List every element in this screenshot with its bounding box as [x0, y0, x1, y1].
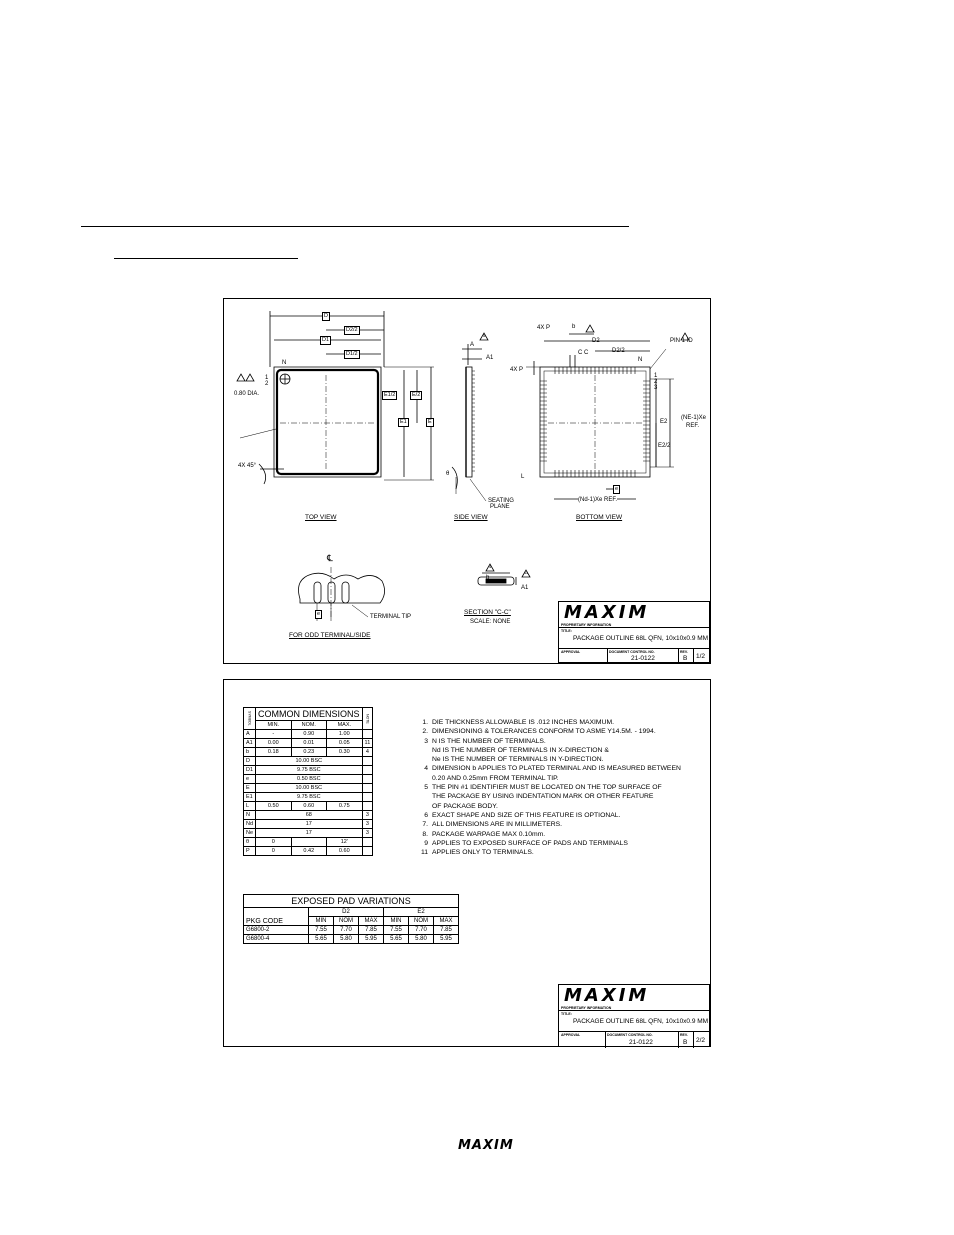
side-a1-label: A1	[486, 355, 494, 361]
dim-max: 12'	[327, 838, 363, 847]
dim-min: 0	[256, 847, 292, 856]
exposed-pad-title: EXPOSED PAD VARIATIONS	[244, 895, 459, 908]
exposed-pad-value: 7.70	[334, 926, 359, 935]
dim-min: 0.18	[256, 748, 292, 757]
bottom-cc-label: C C	[578, 350, 589, 356]
centerline-label: ℄	[327, 553, 333, 563]
dim-max: 0.30	[327, 748, 363, 757]
dim-note	[362, 730, 373, 739]
dim-nom: 0.42	[291, 847, 327, 856]
exposed-pad-value: 7.85	[359, 926, 384, 935]
dim-nom: 0.60	[291, 802, 327, 811]
note-number: 7.	[422, 821, 428, 829]
section-scale-label: SCALE: NONE	[470, 619, 511, 625]
proprietary-label: PROPRIETARY INFORMATION	[561, 623, 612, 627]
dim-note: 3	[362, 820, 373, 829]
seating-plane-label-2: PLANE	[490, 504, 510, 510]
proprietary-label: PROPRIETARY INFORMATION	[561, 1006, 612, 1010]
bottom-ne-label: (NE-1)Xe	[681, 415, 707, 421]
dim-symbol: N	[244, 811, 256, 820]
exposed-pad-value: 5.65	[309, 935, 334, 944]
dim-min: 0.00	[256, 739, 292, 748]
dim-d1-label: D1	[322, 337, 330, 343]
bottom-l-label: L	[521, 474, 525, 480]
dim-bsc-value: 9.75 BSC	[256, 766, 363, 775]
exposed-pad-value: 5.95	[359, 935, 384, 944]
dia-label: 0.80 DIA.	[234, 391, 260, 397]
dim-min: 0	[256, 838, 292, 847]
dim-note	[362, 838, 373, 847]
dim-symbol: Ne	[244, 829, 256, 838]
hdr-max: MAX.	[327, 721, 363, 730]
note-line	[414, 755, 681, 764]
symbol-header: SYMBOL	[244, 708, 256, 730]
common-dims-row	[244, 757, 373, 766]
dim-symbol: Nd	[244, 820, 256, 829]
dim-symbol: θ	[244, 838, 256, 847]
general-notes	[414, 718, 681, 857]
note-number: 3	[424, 737, 428, 745]
dim-note: 3	[362, 811, 373, 820]
doc-control-number: 21-0122	[631, 655, 655, 662]
note-line	[414, 830, 681, 839]
bottom-n-label: N	[638, 357, 643, 363]
note-text: N IS THE NUMBER OF TERMINALS.	[432, 737, 546, 745]
dim-note: 11	[362, 739, 373, 748]
bottom-d2-half-label: D2/2	[612, 348, 625, 354]
dim-note	[362, 847, 373, 856]
common-dims-row	[244, 811, 373, 820]
dim-e-label: E	[428, 419, 432, 425]
dim-max: 0.05	[327, 739, 363, 748]
note-line	[414, 802, 681, 811]
bottom-one-label: 1	[654, 373, 658, 379]
drawing-title: PACKAGE OUTLINE 68L QFN, 10x10x0.9 MM	[573, 635, 709, 642]
note-number: 6	[424, 811, 428, 819]
note-text: PACKAGE WARPAGE MAX 0.10mm.	[432, 830, 546, 838]
footer-maxim-logo: MAXIM	[458, 1138, 514, 1153]
dim-symbol: E1	[244, 793, 256, 802]
bottom-e-label: e	[615, 486, 619, 492]
common-dims-row	[244, 784, 373, 793]
bottom-4xp-side-label: 4X P	[510, 367, 524, 373]
dim-nom: 0.23	[291, 748, 327, 757]
common-dims-body	[244, 730, 373, 856]
note-number: 9	[424, 839, 428, 847]
pkg-code: G6800-2	[244, 926, 309, 935]
approval-label: APPROVAL	[561, 650, 581, 654]
dim-bsc-value: 9.75 BSC	[256, 793, 363, 802]
common-dims-row	[244, 838, 373, 847]
side-a-label: A	[470, 342, 475, 348]
note-line	[414, 727, 681, 736]
dim-note: 4	[362, 748, 373, 757]
rev-value: B	[683, 1039, 688, 1046]
section-note-eleven: 11	[524, 570, 529, 575]
exposed-sub-header: MAX	[434, 917, 459, 926]
dim-note	[362, 793, 373, 802]
exposed-pad-table	[243, 894, 459, 944]
note-number: 4	[424, 765, 428, 773]
dim-max: 1.00	[327, 730, 363, 739]
dim-symbol: e	[244, 775, 256, 784]
e2-group-header: E2	[384, 908, 459, 917]
exposed-pad-value: 5.95	[434, 935, 459, 944]
dim-nom: 0.90	[291, 730, 327, 739]
note-line	[414, 783, 681, 792]
dim-d-half-label: D2/2	[346, 327, 358, 333]
note-line	[414, 811, 681, 820]
doc-control-number: 21-0122	[629, 1039, 653, 1046]
rev-label: REV.	[680, 1033, 688, 1037]
exposed-sub-header: MIN	[384, 917, 409, 926]
dim-min: -	[256, 730, 292, 739]
title-label: TITLE:	[561, 629, 572, 633]
note-text: APPLIES ONLY TO TERMINALS.	[432, 849, 534, 857]
common-dimensions-table	[243, 707, 373, 856]
dim-bsc-value: 17	[256, 820, 363, 829]
bottom-nd-label: (Nd-1)Xe REF.	[578, 497, 618, 503]
note-number: 8.	[422, 830, 428, 838]
section-caption: SECTION "C-C"	[464, 609, 511, 616]
top-view-caption: TOP VIEW	[305, 514, 337, 521]
note-number: 2.	[422, 728, 428, 736]
drawing-sheet-2	[223, 679, 711, 1047]
bottom-d2-label: D2	[592, 338, 600, 344]
dim-nom: 0.01	[291, 739, 327, 748]
section-b-label: b	[486, 575, 490, 581]
note-text: THE PACKAGE BY USING INDENTATION MARK OR OTHER FEATURE	[432, 793, 654, 801]
common-dims-row	[244, 730, 373, 739]
exposed-pad-row	[244, 935, 459, 944]
note-text: EXACT SHAPE AND SIZE OF THIS FEATURE IS OPTIONAL.	[432, 811, 621, 819]
exposed-pad-body	[244, 926, 459, 944]
pkg-code: G6800-4	[244, 935, 309, 944]
dim-e1-half-label: E1/2	[384, 392, 396, 398]
dim-bsc-value: 10.00 BSC	[256, 757, 363, 766]
section-a1-label: A1	[521, 585, 529, 591]
bottom-three-label: 3	[654, 385, 658, 391]
note-text: THE PIN #1 IDENTIFIER MUST BE LOCATED ON THE TOP SURFACE OF	[432, 784, 662, 792]
dim-bsc-value: 68	[256, 811, 363, 820]
chamfer-label: 4X 45°	[238, 463, 257, 469]
maxim-logo: MAXIM	[564, 985, 650, 1006]
dim-bsc-value: 17	[256, 829, 363, 838]
note-number: 11	[420, 849, 428, 857]
title-label: TITLE:	[561, 1012, 572, 1016]
note-text: OF PACKAGE BODY.	[432, 802, 498, 810]
note-text: ALL DIMENSIONS ARE IN MILLIMETERS.	[432, 821, 563, 829]
drawing-sheet-1	[223, 298, 711, 664]
dim-bsc-value: 10.00 BSC	[256, 784, 363, 793]
note-line	[414, 848, 681, 857]
note-line	[414, 737, 681, 746]
note-text: DIMENSIONING & TOLERANCES CONFORM TO ASME Y14.5M. - 1994.	[432, 728, 656, 736]
note-text: 0.20 AND 0.25mm FROM TERMINAL TIP.	[432, 774, 559, 782]
odd-e-label: e	[317, 611, 321, 617]
d2-group-header: D2	[309, 908, 384, 917]
dim-note	[362, 775, 373, 784]
exposed-pad-value: 5.80	[409, 935, 434, 944]
hdr-nom: NOM.	[291, 721, 327, 730]
note-line	[414, 774, 681, 783]
dim-min: 0.50	[256, 802, 292, 811]
dim-note	[362, 766, 373, 775]
odd-terminal-caption: FOR ODD TERMINAL/SIDE	[289, 632, 371, 639]
note-header: NOTE	[362, 708, 373, 730]
maxim-logo: MAXIM	[564, 602, 650, 623]
dim-e-half-label: E/2	[412, 392, 421, 398]
dim-symbol: L	[244, 802, 256, 811]
drawing-title: PACKAGE OUTLINE 68L QFN, 10x10x0.9 MM	[573, 1018, 709, 1025]
dim-bsc-value: 0.50 BSC	[256, 775, 363, 784]
dim-e1-label: E1	[400, 419, 407, 425]
dim-symbol: A1	[244, 739, 256, 748]
exposed-pad-value: 5.65	[384, 935, 409, 944]
side-note-five: 5	[483, 333, 486, 338]
common-dims-row	[244, 802, 373, 811]
dim-symbol: P	[244, 847, 256, 856]
bottom-e2-label: E2	[660, 419, 668, 425]
bottom-view-caption: BOTTOM VIEW	[576, 514, 623, 521]
exposed-pad-value: 7.55	[309, 926, 334, 935]
exposed-pad-row	[244, 926, 459, 935]
rev-label: REV.	[680, 650, 688, 654]
note-line	[414, 820, 681, 829]
dim-d-label: D	[324, 313, 328, 319]
note-line	[414, 839, 681, 848]
terminal-tip-label: TERMINAL TIP	[370, 614, 412, 620]
dim-nom	[291, 838, 327, 847]
sheet-number: 1/2	[696, 653, 706, 660]
note-number: 1.	[422, 719, 428, 726]
hdr-min: MIN.	[256, 721, 292, 730]
note-text: DIMENSION b APPLIES TO PLATED TERMINAL AND IS MEASURED BETWEEN	[432, 765, 681, 773]
sheet-number: 2/2	[696, 1037, 706, 1044]
bottom-two-label: 2	[654, 379, 658, 385]
header-rule-short	[114, 258, 298, 259]
rev-value: B	[683, 655, 688, 662]
note-line	[414, 764, 681, 773]
bottom-b-label: b	[572, 324, 576, 330]
pin1-id-label: PIN 1 ID	[670, 338, 693, 344]
dim-note	[362, 757, 373, 766]
common-dims-row	[244, 739, 373, 748]
common-dims-row	[244, 748, 373, 757]
dim-symbol: A	[244, 730, 256, 739]
bottom-e2-half-label: E2/2	[658, 443, 671, 449]
pin-one-label: 1	[265, 375, 269, 381]
dim-symbol: D1	[244, 766, 256, 775]
exposed-pad-value: 7.55	[384, 926, 409, 935]
note-line	[414, 746, 681, 755]
common-dims-row	[244, 793, 373, 802]
dim-note: 3	[362, 829, 373, 838]
dim-symbol: D	[244, 757, 256, 766]
dim-note	[362, 802, 373, 811]
note-text: DIE THICKNESS ALLOWABLE IS .012 INCHES MAXIMUM.	[432, 719, 615, 726]
common-dims-row	[244, 847, 373, 856]
dim-d1-half-label: D1/2	[346, 351, 358, 357]
dim-max: 0.60	[327, 847, 363, 856]
side-view-caption: SIDE VIEW	[454, 514, 488, 521]
top-n-label: N	[282, 360, 287, 366]
note-number: 5	[424, 784, 428, 792]
bottom-4xp-top-label: 4X P	[537, 325, 551, 331]
approval-label: APPROVAL	[561, 1033, 581, 1037]
dim-note	[362, 784, 373, 793]
exposed-sub-header: NOM	[409, 917, 434, 926]
dim-symbol: b	[244, 748, 256, 757]
dim-max: 0.75	[327, 802, 363, 811]
note-line	[414, 792, 681, 801]
title-block-sheet-1	[558, 601, 710, 663]
exposed-sub-header: MAX	[359, 917, 384, 926]
exposed-pad-value: 7.70	[409, 926, 434, 935]
seating-plane-label-1: SEATING	[488, 498, 514, 504]
common-dims-row	[244, 820, 373, 829]
common-dims-title: COMMON DIMENSIONS	[256, 708, 363, 721]
common-dims-row	[244, 775, 373, 784]
dim-symbol: E	[244, 784, 256, 793]
doc-control-label: DOCUMENT CONTROL NO.	[609, 650, 655, 654]
doc-control-label: DOCUMENT CONTROL NO.	[607, 1033, 653, 1037]
section-note-four: 4	[489, 564, 492, 569]
pkg-code-header: PKG CODE	[244, 908, 309, 926]
pin-two-label: 2	[265, 381, 269, 387]
note-line	[414, 718, 681, 727]
exposed-pad-value: 5.80	[334, 935, 359, 944]
bottom-ref-label: REF.	[686, 423, 700, 429]
header-rule-long	[81, 226, 629, 227]
note-text: Ne IS THE NUMBER OF TERMINALS IN Y-DIRECTION.	[432, 756, 604, 764]
note-text: Nd IS THE NUMBER OF TERMINALS IN X-DIRECTION &	[432, 746, 609, 754]
exposed-sub-header: MIN	[309, 917, 334, 926]
exposed-pad-value: 7.85	[434, 926, 459, 935]
note-text: APPLIES TO EXPOSED SURFACE OF PADS AND TERMINALS	[432, 839, 628, 847]
common-dims-row	[244, 829, 373, 838]
common-dims-row	[244, 766, 373, 775]
title-block-sheet-2	[558, 984, 710, 1047]
side-theta-label: θ	[446, 471, 450, 477]
exposed-sub-header: NOM	[334, 917, 359, 926]
